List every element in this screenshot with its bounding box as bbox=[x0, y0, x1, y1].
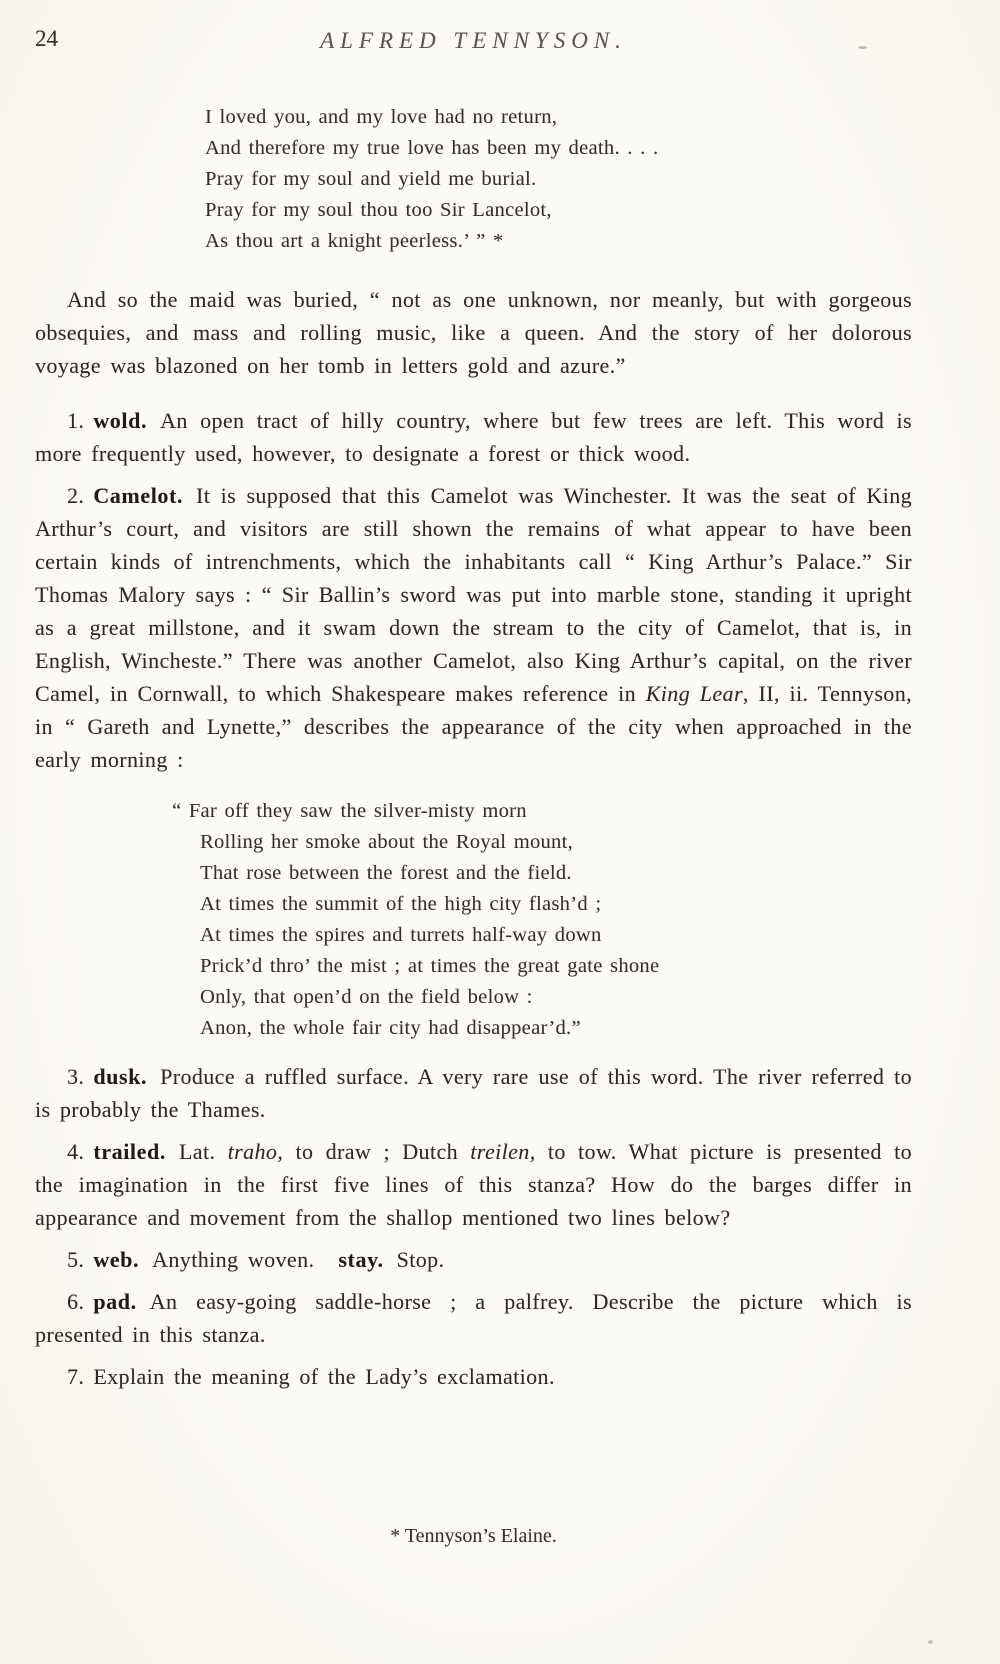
note-body: An open tract of hilly country, where but few trees are left. This word is more frequently used, however, to designate a forest or thick wood. bbox=[35, 408, 912, 466]
note-body: Lat. bbox=[178, 1139, 216, 1164]
note-term: dusk. bbox=[93, 1064, 148, 1089]
verse-line: Anon, the whole fair city had disappear’d.” bbox=[200, 1017, 581, 1039]
note-2 bbox=[35, 479, 912, 776]
verse-line: At times the spires and turrets half-way down bbox=[200, 924, 602, 946]
note-term: Camelot. bbox=[93, 483, 184, 508]
note-body: Anything woven. bbox=[152, 1247, 315, 1272]
note-body: Stop. bbox=[396, 1247, 445, 1272]
note-7 bbox=[35, 1360, 912, 1393]
note-3 bbox=[35, 1060, 912, 1126]
note-term: stay. bbox=[338, 1247, 384, 1272]
verse-line: That rose between the forest and the field. bbox=[200, 862, 572, 884]
verse-line: And therefore my true love has been my death. . . . bbox=[205, 137, 659, 159]
scan-speck bbox=[928, 1640, 933, 1644]
note-number: 7. bbox=[67, 1364, 85, 1389]
verse-line: Rolling her smoke about the Royal mount, bbox=[200, 831, 574, 853]
running-head-title: ALFRED TENNYSON. bbox=[320, 28, 627, 53]
verse-line: As thou art a knight peerless.’ ” * bbox=[205, 230, 504, 252]
note-5 bbox=[35, 1243, 912, 1276]
note-4 bbox=[35, 1135, 912, 1234]
scan-speck bbox=[858, 46, 867, 49]
verse-line: Only, that open’d on the field below : bbox=[200, 986, 533, 1008]
note-body: An easy-going saddle-horse ; a palfrey. Describe the picture which is presented in this stanza. bbox=[35, 1289, 912, 1347]
note-6 bbox=[35, 1285, 912, 1351]
note-number: 5. bbox=[67, 1247, 85, 1272]
note-body: to tow. What picture is presented to the imagination in the first five lines of this stanza? How do the barges differ in appearance and movement from the shallop mentioned two lines below? bbox=[35, 1139, 912, 1230]
note-number: 1. bbox=[67, 408, 85, 433]
note-number: 2. bbox=[67, 483, 85, 508]
note-term: trailed. bbox=[93, 1139, 166, 1164]
note-body: , II, ii. Tennyson, in “ Gareth and Lynette,” describes the appearance of the city when approached in the early morning : bbox=[35, 681, 913, 772]
note-body: Produce a ruffled surface. A very rare use of this word. The river referred to is probably the Thames. bbox=[35, 1064, 912, 1122]
note-number: 3. bbox=[67, 1064, 85, 1089]
note-number: 6. bbox=[67, 1289, 85, 1314]
verse-line: Pray for my soul and yield me burial. bbox=[205, 168, 537, 190]
page-header bbox=[35, 26, 912, 60]
note-body: to draw ; Dutch bbox=[295, 1139, 459, 1164]
footnote: * Tennyson’s Elaine. bbox=[390, 1525, 557, 1547]
note-number: 4. bbox=[67, 1139, 85, 1164]
note-body: It is supposed that this Camelot was Winchester. It was the seat of King Arthur’s court, and visitors are still shown the remains of what appear to have been certain kinds of intrenchments, which the inhabitants call “ King Arthur’s Palace.” Sir Thomas Malory says : “ Sir Ballin’s sword was put into marble stone, standing it upright as a great millstone, and it swam down the stream to the city of Camelot, that is, in English, Wincheste.” There was another Camelot, also King Arthur’s capital, on the river Camel, in Cornwall, to which Shakespeare makes reference in bbox=[35, 483, 912, 706]
paragraph-burial: And so the maid was buried, “ not as one unknown, nor meanly, but with gorgeous obsequies, and mass and rolling music, like a queen. And the story of her dolorous voyage was blazoned on her tomb in letters gold and azure.” bbox=[35, 287, 912, 378]
note-1 bbox=[35, 404, 912, 470]
verse-line: Prick’d thro’ the mist ; at times the great gate shone bbox=[200, 955, 660, 977]
note-term: pad. bbox=[93, 1289, 137, 1314]
page-number: 24 bbox=[35, 26, 58, 51]
note-italic-title: King Lear bbox=[645, 681, 743, 706]
note-term: web. bbox=[93, 1247, 140, 1272]
note-term: wold. bbox=[93, 408, 148, 433]
verse-line: I loved you, and my love had no return, bbox=[205, 106, 558, 128]
verse-line: Pray for my soul thou too Sir Lancelot, bbox=[205, 199, 552, 221]
verse-quote-elaine bbox=[35, 102, 912, 257]
note-body: Explain the meaning of the Lady’s exclamation. bbox=[93, 1364, 555, 1389]
note-italic-word: treilen, bbox=[470, 1139, 536, 1164]
verse-quote-city bbox=[35, 796, 912, 1044]
note-italic-word: traho, bbox=[227, 1139, 284, 1164]
verse-line: At times the summit of the high city flash’d ; bbox=[200, 893, 602, 915]
verse-line: “ Far off they saw the silver-misty morn bbox=[172, 800, 527, 822]
